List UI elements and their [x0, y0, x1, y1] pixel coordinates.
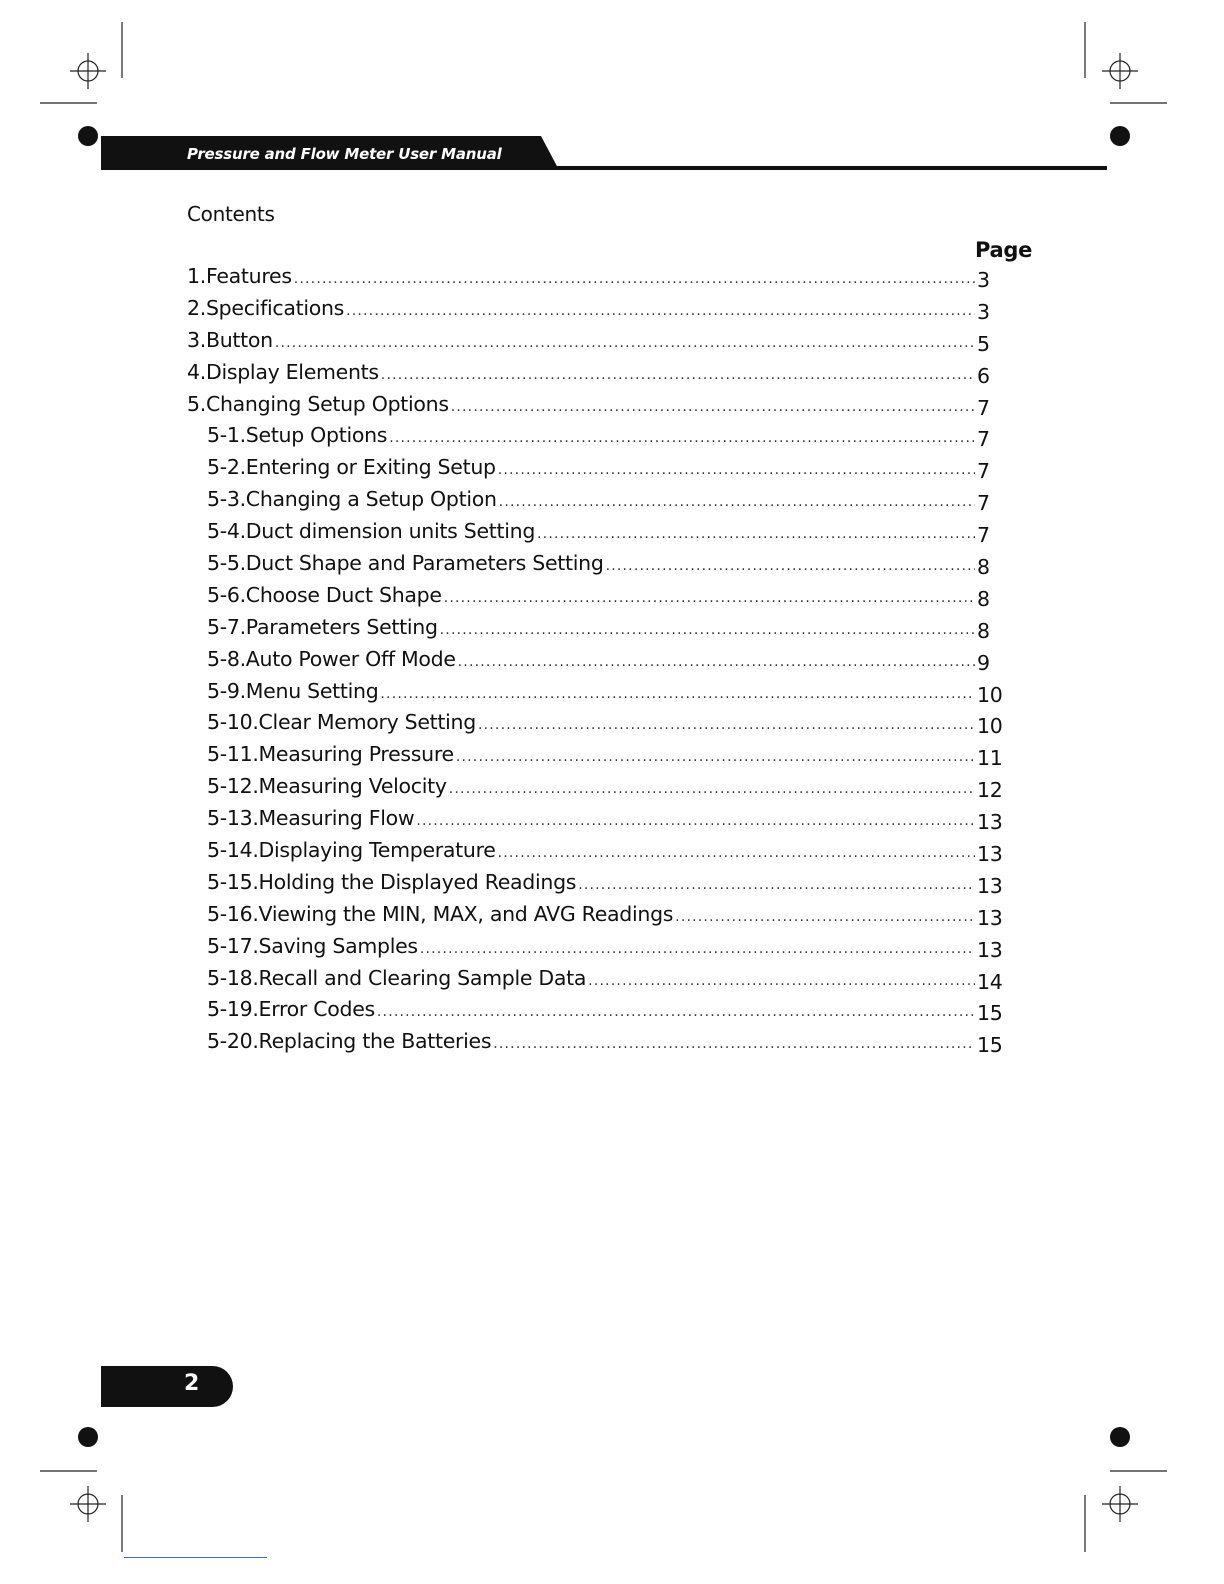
- toc-entry[interactable]: [187, 710, 1007, 742]
- toc-dot-leader: [451, 399, 975, 415]
- bottom-link-underline: [124, 1557, 267, 1558]
- toc-entry-label: 5-19.Error Codes: [207, 997, 375, 1022]
- toc-entry[interactable]: [187, 583, 1007, 615]
- toc-entry[interactable]: [187, 615, 1007, 647]
- page-column-heading: Page: [975, 238, 1033, 262]
- toc-dot-leader: [675, 909, 975, 925]
- toc-entry-label: 5-14.Displaying Temperature: [207, 838, 496, 863]
- toc-entry-page: 6: [977, 363, 990, 388]
- toc-entry-label: 5-15.Holding the Displayed Readings: [207, 869, 577, 894]
- toc-entry[interactable]: [187, 902, 1007, 934]
- toc-entry-page: 14: [977, 969, 1003, 994]
- toc-entry-label: 3.Button: [187, 327, 273, 352]
- toc-entry[interactable]: [187, 870, 1007, 902]
- toc-entry-label: 5-11.Measuring Pressure: [207, 742, 454, 767]
- toc-dot-leader: [499, 494, 975, 510]
- toc-dot-leader: [275, 335, 975, 351]
- toc-entry-page: 7: [977, 427, 990, 452]
- toc-entry[interactable]: [187, 423, 1007, 455]
- toc-entry-page: 13: [977, 873, 1003, 898]
- toc-entry[interactable]: [187, 774, 1007, 806]
- registration-dot-icon: [78, 1427, 98, 1447]
- toc-entry[interactable]: [187, 1029, 1007, 1061]
- toc-entry-page: 15: [977, 1033, 1003, 1058]
- toc-entry[interactable]: [187, 742, 1007, 774]
- header-rule: [101, 166, 1107, 170]
- toc-entry-label: 5-2.Entering or Exiting Setup: [207, 455, 496, 480]
- toc-entry-page: 8: [977, 555, 990, 580]
- toc-entry[interactable]: [187, 647, 1007, 679]
- toc-dot-leader: [444, 590, 975, 606]
- toc-entry-label: 5-7.Parameters Setting: [207, 614, 438, 639]
- toc-entry-page: 13: [977, 810, 1003, 835]
- toc-entry[interactable]: [187, 966, 1007, 998]
- toc-dot-leader: [416, 813, 975, 829]
- toc-entry-label: 5-13.Measuring Flow: [207, 806, 415, 831]
- toc-entry-page: 5: [977, 331, 990, 356]
- toc-entry-label: 5-1.Setup Options: [207, 423, 388, 448]
- toc-entry-label: 5-16.Viewing the MIN, MAX, and AVG Readings: [207, 901, 674, 926]
- toc-entry-page: 3: [977, 268, 990, 292]
- toc-entry-label: 5-9.Menu Setting: [207, 678, 379, 703]
- toc-entry-page: 11: [977, 746, 1003, 771]
- toc-entry-page: 3: [977, 299, 990, 324]
- contents-title: Contents: [187, 202, 275, 226]
- toc-entry[interactable]: [187, 551, 1007, 583]
- toc-entry-label: 5-12.Measuring Velocity: [207, 774, 447, 799]
- toc-entry-label: 5-3.Changing a Setup Option: [207, 487, 497, 512]
- toc-entry-label: 5-17.Saving Samples: [207, 933, 418, 958]
- toc-entry[interactable]: [187, 997, 1007, 1029]
- toc-entry-label: 5-20.Replacing the Batteries: [207, 1029, 492, 1054]
- page-number: 2: [184, 1371, 200, 1396]
- toc-entry-page: 7: [977, 523, 990, 548]
- toc-entry-label: 5-5.Duct Shape and Parameters Setting: [207, 551, 604, 576]
- toc-dot-leader: [449, 781, 975, 797]
- toc-entry[interactable]: [187, 264, 1007, 296]
- toc-entry-page: 7: [977, 395, 990, 420]
- toc-dot-leader: [380, 686, 975, 702]
- toc-dot-leader: [381, 367, 975, 383]
- registration-dot-icon: [1110, 1427, 1130, 1447]
- toc-dot-leader: [588, 973, 975, 989]
- toc-dot-leader: [420, 941, 975, 957]
- toc-entry[interactable]: [187, 487, 1007, 519]
- toc-dot-leader: [606, 558, 975, 574]
- table-of-contents: [187, 264, 1007, 1061]
- toc-dot-leader: [498, 845, 975, 861]
- toc-dot-leader: [537, 526, 975, 542]
- toc-entry-label: 1.Features: [187, 264, 292, 288]
- toc-entry[interactable]: [187, 328, 1007, 360]
- toc-dot-leader: [294, 271, 975, 287]
- toc-entry-label: 5-18.Recall and Clearing Sample Data: [207, 965, 587, 990]
- toc-entry[interactable]: [187, 806, 1007, 838]
- toc-entry[interactable]: [187, 360, 1007, 392]
- toc-entry-label: 2.Specifications: [187, 295, 345, 320]
- toc-entry[interactable]: [187, 455, 1007, 487]
- registration-dot-icon: [78, 126, 98, 146]
- toc-entry-label: 5.Changing Setup Options: [187, 391, 449, 416]
- toc-dot-leader: [377, 1004, 975, 1020]
- toc-entry-label: 5-8.Auto Power Off Mode: [207, 646, 456, 671]
- manual-title: Pressure and Flow Meter User Manual: [187, 145, 502, 163]
- toc-entry-label: 5-4.Duct dimension units Setting: [207, 519, 536, 544]
- toc-dot-leader: [440, 622, 975, 638]
- toc-entry-page: 15: [977, 1001, 1003, 1026]
- page-number-badge: [101, 1366, 233, 1407]
- toc-entry-page: 8: [977, 586, 990, 611]
- toc-entry-label: 5-10.Clear Memory Setting: [207, 710, 476, 735]
- toc-entry-page: 10: [977, 682, 1003, 707]
- toc-entry[interactable]: [187, 679, 1007, 711]
- toc-dot-leader: [478, 717, 975, 733]
- toc-entry-label: 5-6.Choose Duct Shape: [207, 582, 442, 607]
- toc-entry[interactable]: [187, 296, 1007, 328]
- toc-dot-leader: [498, 462, 975, 478]
- toc-entry-page: 9: [977, 650, 990, 675]
- toc-entry-label: 4.Display Elements: [187, 359, 379, 384]
- toc-entry[interactable]: [187, 392, 1007, 424]
- toc-dot-leader: [346, 303, 975, 319]
- toc-dot-leader: [389, 430, 975, 446]
- registration-dot-icon: [1110, 126, 1130, 146]
- toc-entry-page: 7: [977, 491, 990, 516]
- toc-entry[interactable]: [187, 934, 1007, 966]
- toc-entry-page: 13: [977, 905, 1003, 930]
- toc-entry[interactable]: [187, 838, 1007, 870]
- toc-entry-page: 7: [977, 459, 990, 484]
- toc-dot-leader: [458, 654, 975, 670]
- toc-entry-page: 12: [977, 778, 1003, 803]
- toc-entry-page: 10: [977, 714, 1003, 739]
- toc-entry[interactable]: [187, 519, 1007, 551]
- toc-dot-leader: [578, 877, 975, 893]
- toc-dot-leader: [493, 1036, 975, 1052]
- toc-entry-page: 8: [977, 618, 990, 643]
- toc-dot-leader: [456, 749, 975, 765]
- toc-entry-page: 13: [977, 842, 1003, 867]
- toc-entry-page: 13: [977, 937, 1003, 962]
